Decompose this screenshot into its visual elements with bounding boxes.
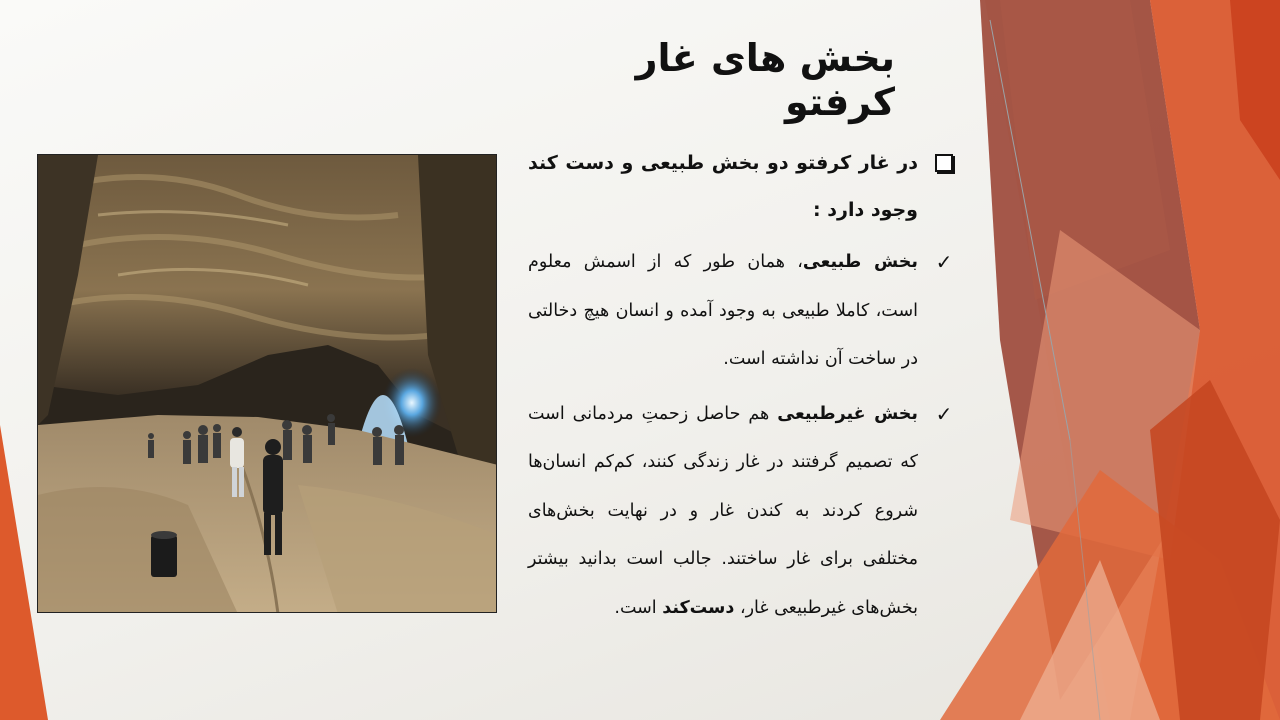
body-text: [528, 140, 958, 638]
bullet-bold-term: بخش طبیعی: [802, 252, 918, 272]
intro-text: در غار کرفتو دو بخش طبیعی و دست کند وجود دارد :: [528, 152, 918, 221]
bullet-bold-term: بخش غیرطبیعی: [777, 403, 918, 424]
checkbox-square-icon: [932, 140, 956, 189]
bullet-text: هم حاصل زحمتِ مردمانی است که تصمیم گرفتند در غار زندگی کنند، کم‌کم انسان‌ها شروع کردند به کندن غار و در نهایت بخش‌های مختلفی برای غار ساختند. جالب است بدانید بیشتر بخش‌های غیرطبیعی غار،: [528, 403, 918, 618]
bullet-bold-end: دست‌کند: [662, 597, 735, 618]
checkmark-icon: ✓: [935, 401, 953, 426]
cave-illustration: [38, 155, 497, 613]
bullet-text-end: است.: [614, 597, 663, 618]
checkmark-icon: ✓: [935, 250, 953, 274]
bullet-unnatural-section: [528, 390, 958, 633]
slide-title: بخش های غار کرفتو: [635, 36, 895, 124]
bullet-natural-section: [528, 238, 958, 384]
intro-paragraph: [528, 140, 958, 234]
cave-photo: [37, 154, 497, 613]
bullet-text: ، همان طور که از اسمش معلوم است، کاملا طبیعی به وجود آمده و انسان هیچ دخالتی در ساخت آن نداشته است.: [528, 252, 918, 369]
